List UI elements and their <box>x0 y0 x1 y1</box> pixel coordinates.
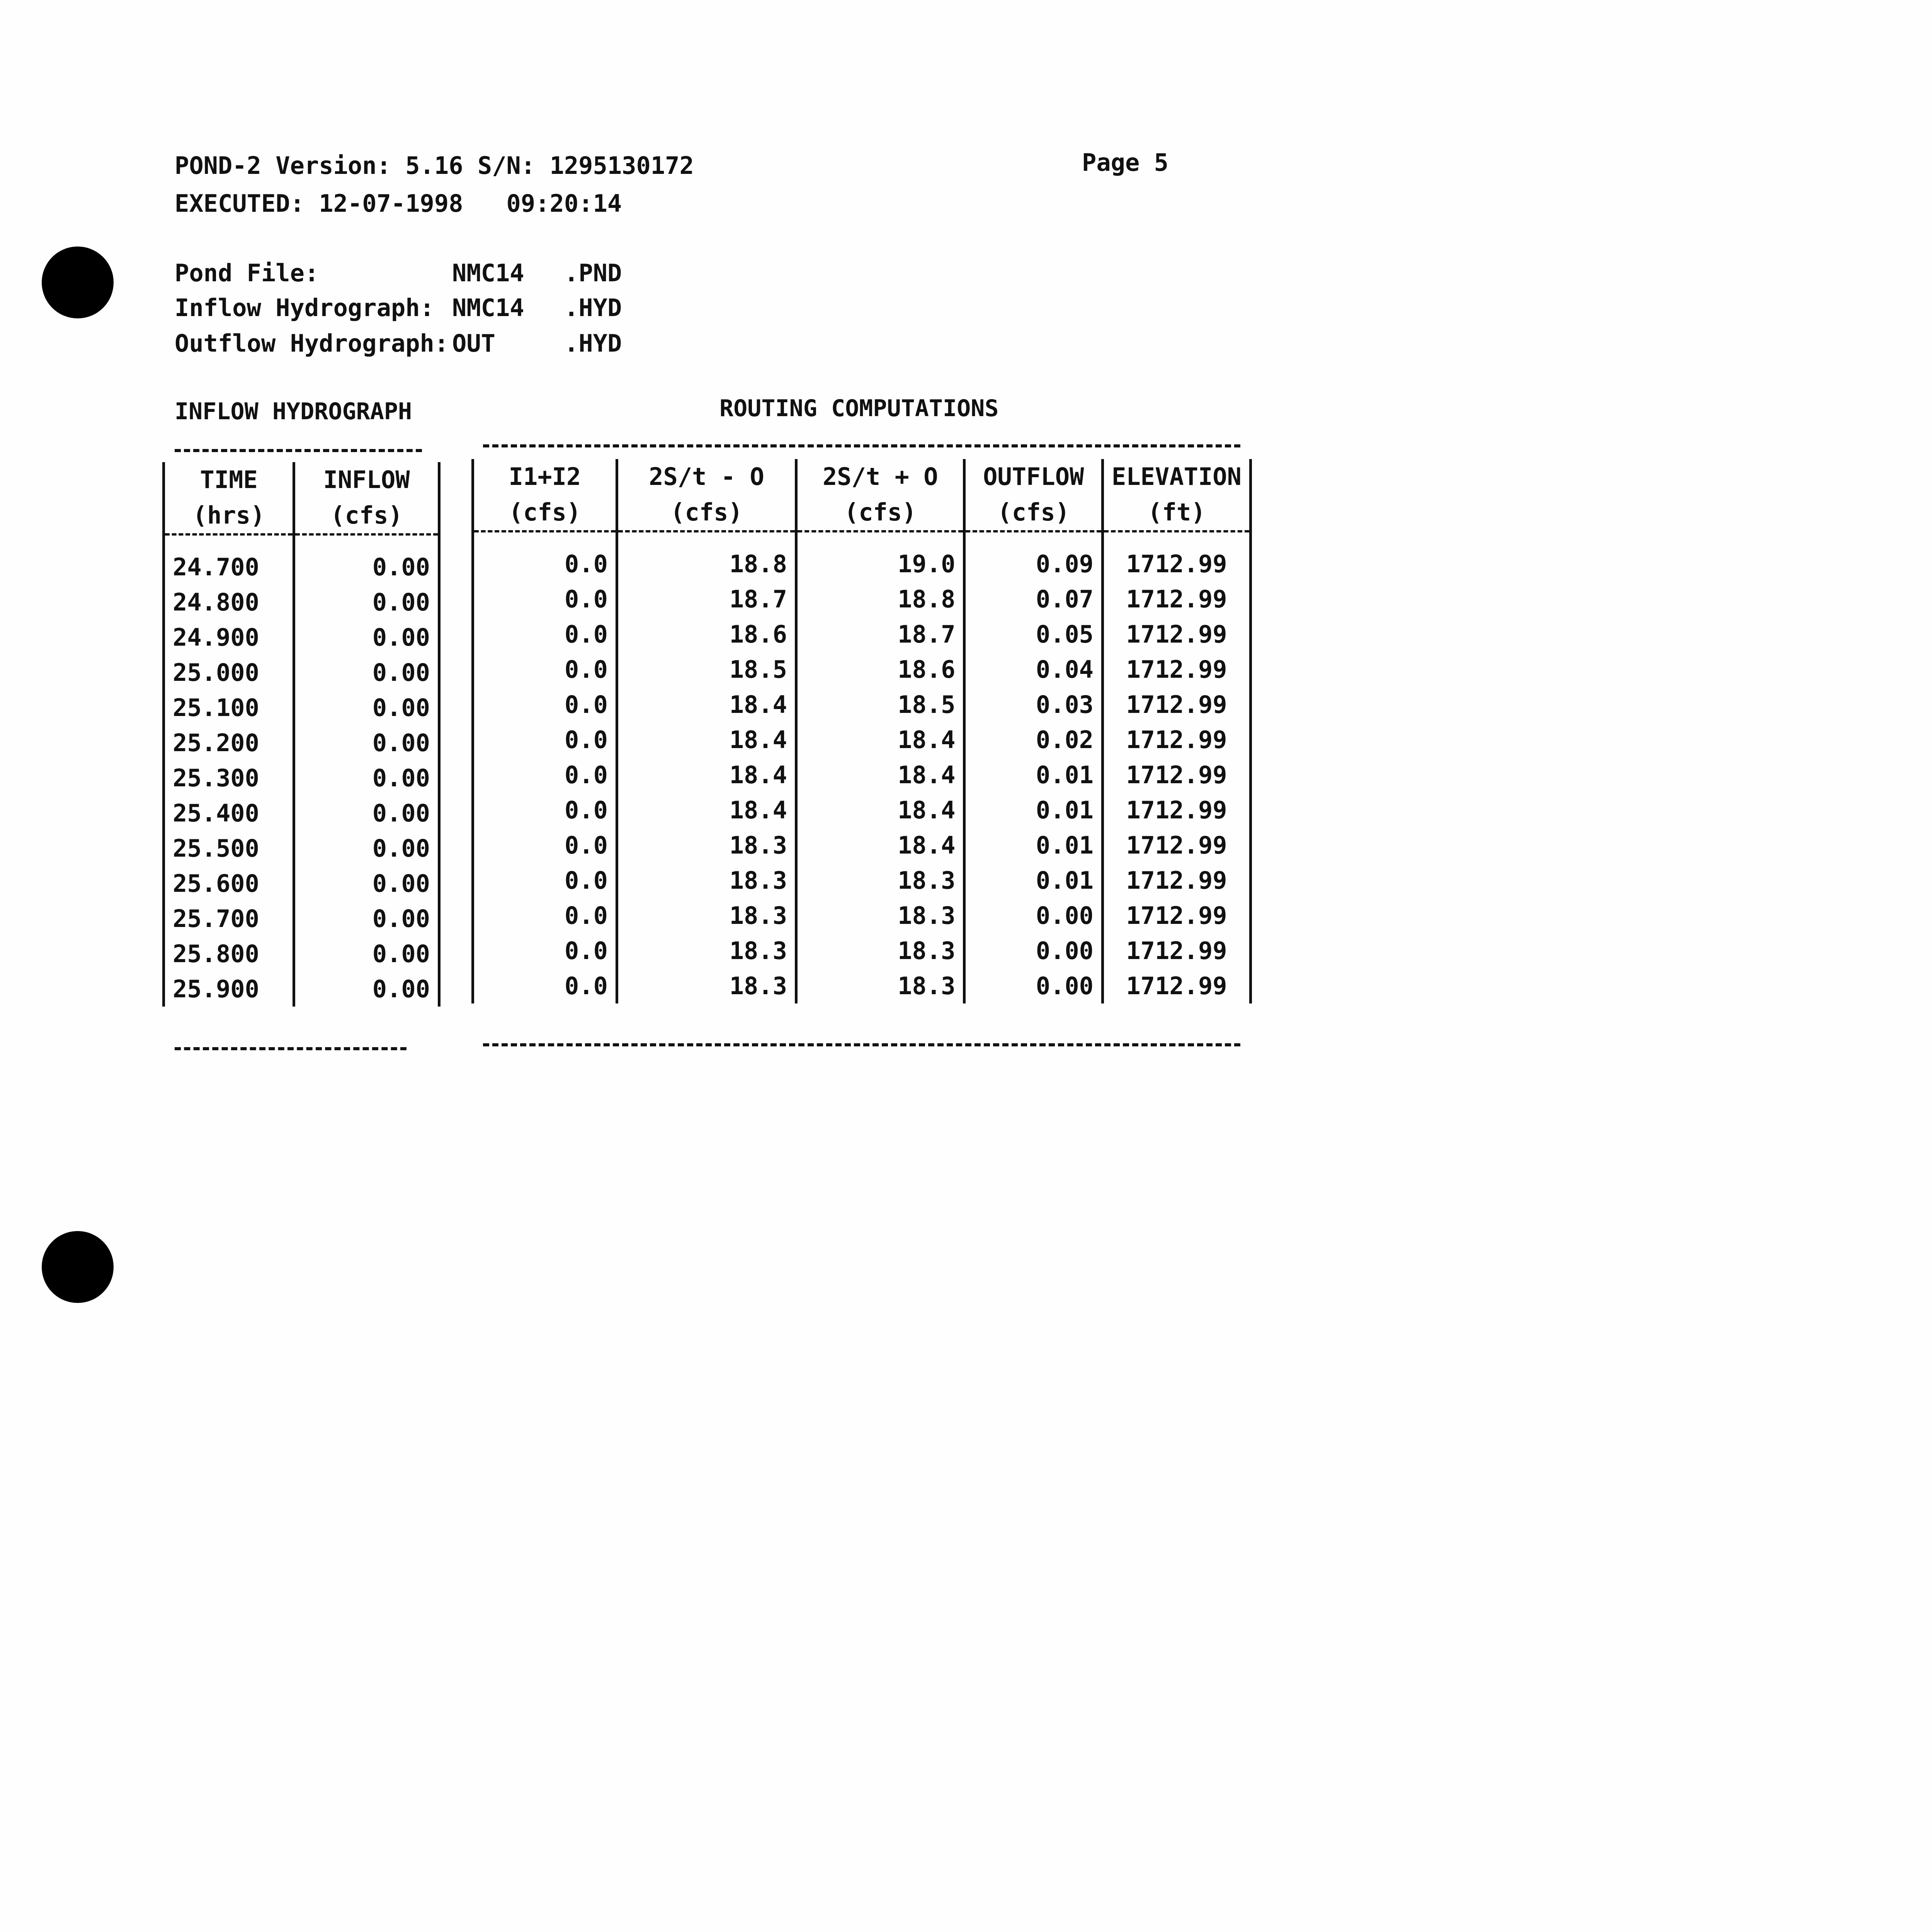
table-row <box>164 901 439 936</box>
table-row <box>164 796 439 831</box>
i1i2-cell: 0.0 <box>473 828 617 863</box>
2st-minus-o-cell: 18.3 <box>617 968 796 1003</box>
elevation-cell: 1712.99 <box>1103 933 1251 968</box>
i1i2-cell: 0.0 <box>473 793 617 828</box>
inflow-cell: 0.00 <box>294 866 439 901</box>
inflow-header-inflow: INFLOW <box>294 462 439 498</box>
time-cell: 25.100 <box>164 690 294 725</box>
outflow-cell: 0.01 <box>964 863 1103 898</box>
2st-plus-o-cell: 18.6 <box>796 652 964 687</box>
inflow-cell: 0.00 <box>294 760 439 796</box>
routing-unit-i1i2: (cfs) <box>473 495 617 531</box>
2st-plus-o-cell: 19.0 <box>796 546 964 582</box>
outflow-cell: 0.07 <box>964 582 1103 617</box>
2st-minus-o-cell: 18.3 <box>617 863 796 898</box>
pond-file-name: NMC14 <box>452 259 524 287</box>
i1i2-cell: 0.0 <box>473 757 617 793</box>
inflow-cell: 0.00 <box>294 831 439 866</box>
punch-hole-middle <box>42 1231 114 1303</box>
routing-header-separator <box>473 531 1251 546</box>
table-row <box>164 971 439 1007</box>
routing-header-outflow: OUTFLOW <box>964 459 1103 495</box>
i1i2-cell: 0.0 <box>473 687 617 722</box>
outflow-cell: 0.01 <box>964 793 1103 828</box>
inflow-cell: 0.00 <box>294 725 439 760</box>
i1i2-cell: 0.0 <box>473 582 617 617</box>
routing-unit-2st-minus-o: (cfs) <box>617 495 796 531</box>
inflow-cell: 0.00 <box>294 655 439 690</box>
2st-minus-o-cell: 18.3 <box>617 828 796 863</box>
2st-minus-o-cell: 18.4 <box>617 757 796 793</box>
time-cell: 25.900 <box>164 971 294 1007</box>
pond-file-ext: .PND <box>564 259 622 287</box>
i1i2-cell: 0.0 <box>473 968 617 1003</box>
table-row <box>473 933 1251 968</box>
outflow-cell: 0.01 <box>964 757 1103 793</box>
table-row <box>164 585 439 620</box>
2st-minus-o-cell: 18.7 <box>617 582 796 617</box>
elevation-cell: 1712.99 <box>1103 968 1251 1003</box>
time-cell: 25.300 <box>164 760 294 796</box>
outflow-cell: 0.03 <box>964 687 1103 722</box>
table-row <box>473 757 1251 793</box>
elevation-cell: 1712.99 <box>1103 828 1251 863</box>
2st-plus-o-cell: 18.7 <box>796 617 964 652</box>
elevation-cell: 1712.99 <box>1103 898 1251 933</box>
inflow-cell: 0.00 <box>294 585 439 620</box>
inflow-cell: 0.00 <box>294 936 439 971</box>
punch-hole-top <box>42 247 114 318</box>
routing-top-rule <box>483 444 1240 447</box>
2st-plus-o-cell: 18.5 <box>796 687 964 722</box>
inflow-table <box>162 462 440 1007</box>
2st-plus-o-cell: 18.3 <box>796 863 964 898</box>
time-cell: 25.600 <box>164 866 294 901</box>
inflow-hydrograph-ext: .HYD <box>564 294 622 322</box>
time-cell: 25.400 <box>164 796 294 831</box>
inflow-top-rule <box>175 449 422 452</box>
inflow-hydrograph-title: INFLOW HYDROGRAPH <box>175 398 412 425</box>
2st-minus-o-cell: 18.4 <box>617 687 796 722</box>
time-cell: 25.200 <box>164 725 294 760</box>
i1i2-cell: 0.0 <box>473 898 617 933</box>
i1i2-cell: 0.0 <box>473 722 617 757</box>
table-row <box>473 968 1251 1003</box>
outflow-cell: 0.00 <box>964 933 1103 968</box>
table-row <box>164 936 439 971</box>
version-line: POND-2 Version: 5.16 S/N: 1295130172 <box>175 151 694 180</box>
routing-unit-outflow: (cfs) <box>964 495 1103 531</box>
2st-plus-o-cell: 18.4 <box>796 722 964 757</box>
outflow-hydrograph-name: OUT <box>452 329 495 357</box>
2st-plus-o-cell: 18.4 <box>796 828 964 863</box>
routing-table <box>471 459 1252 1003</box>
inflow-header-time: TIME <box>164 462 294 498</box>
inflow-cell: 0.00 <box>294 620 439 655</box>
table-row <box>473 722 1251 757</box>
routing-header-2st-plus-o: 2S/t + O <box>796 459 964 495</box>
elevation-cell: 1712.99 <box>1103 582 1251 617</box>
elevation-cell: 1712.99 <box>1103 722 1251 757</box>
outflow-cell: 0.04 <box>964 652 1103 687</box>
routing-header-i1i2: I1+I2 <box>473 459 617 495</box>
table-row <box>164 690 439 725</box>
2st-plus-o-cell: 18.4 <box>796 793 964 828</box>
routing-header-2st-minus-o: 2S/t - O <box>617 459 796 495</box>
routing-header-elevation: ELEVATION <box>1103 459 1251 495</box>
routing-unit-elevation: (ft) <box>1103 495 1251 531</box>
table-row <box>473 617 1251 652</box>
2st-plus-o-cell: 18.3 <box>796 898 964 933</box>
table-row <box>473 863 1251 898</box>
elevation-cell: 1712.99 <box>1103 863 1251 898</box>
time-cell: 24.800 <box>164 585 294 620</box>
time-cell: 25.500 <box>164 831 294 866</box>
table-row <box>164 655 439 690</box>
outflow-cell: 0.00 <box>964 898 1103 933</box>
pond-file-label: Pond File: <box>175 259 319 287</box>
outflow-hydrograph-ext: .HYD <box>564 329 622 357</box>
routing-unit-2st-plus-o: (cfs) <box>796 495 964 531</box>
table-row <box>473 898 1251 933</box>
table-row <box>164 760 439 796</box>
time-cell: 24.700 <box>164 549 294 585</box>
table-row <box>164 620 439 655</box>
2st-minus-o-cell: 18.4 <box>617 722 796 757</box>
routing-bottom-rule <box>483 1043 1240 1046</box>
i1i2-cell: 0.0 <box>473 652 617 687</box>
elevation-cell: 1712.99 <box>1103 546 1251 582</box>
2st-minus-o-cell: 18.8 <box>617 546 796 582</box>
time-cell: 24.900 <box>164 620 294 655</box>
routing-table-body <box>473 546 1251 1003</box>
table-row <box>164 725 439 760</box>
2st-minus-o-cell: 18.3 <box>617 898 796 933</box>
outflow-cell: 0.01 <box>964 828 1103 863</box>
table-row <box>473 687 1251 722</box>
elevation-cell: 1712.99 <box>1103 793 1251 828</box>
table-row <box>473 652 1251 687</box>
2st-plus-o-cell: 18.3 <box>796 968 964 1003</box>
table-row <box>164 866 439 901</box>
i1i2-cell: 0.0 <box>473 933 617 968</box>
page-label: Page 5 <box>1082 148 1168 177</box>
time-cell: 25.000 <box>164 655 294 690</box>
i1i2-cell: 0.0 <box>473 546 617 582</box>
elevation-cell: 1712.99 <box>1103 617 1251 652</box>
inflow-header-separator <box>164 534 439 549</box>
2st-plus-o-cell: 18.4 <box>796 757 964 793</box>
elevation-cell: 1712.99 <box>1103 687 1251 722</box>
inflow-cell: 0.00 <box>294 796 439 831</box>
2st-minus-o-cell: 18.6 <box>617 617 796 652</box>
inflow-cell: 0.00 <box>294 690 439 725</box>
outflow-cell: 0.00 <box>964 968 1103 1003</box>
inflow-cell: 0.00 <box>294 901 439 936</box>
routing-computations-title: ROUTING COMPUTATIONS <box>719 395 999 422</box>
table-row <box>473 546 1251 582</box>
table-row <box>473 582 1251 617</box>
elevation-cell: 1712.99 <box>1103 757 1251 793</box>
elevation-cell: 1712.99 <box>1103 652 1251 687</box>
outflow-cell: 0.02 <box>964 722 1103 757</box>
inflow-unit-time: (hrs) <box>164 498 294 534</box>
table-row <box>164 549 439 585</box>
inflow-hydrograph-name: NMC14 <box>452 294 524 322</box>
inflow-cell: 0.00 <box>294 971 439 1007</box>
2st-plus-o-cell: 18.8 <box>796 582 964 617</box>
inflow-bottom-rule <box>175 1047 406 1050</box>
table-row <box>473 793 1251 828</box>
table-row <box>473 828 1251 863</box>
2st-minus-o-cell: 18.3 <box>617 933 796 968</box>
outflow-cell: 0.05 <box>964 617 1103 652</box>
i1i2-cell: 0.0 <box>473 863 617 898</box>
time-cell: 25.700 <box>164 901 294 936</box>
inflow-hydrograph-label: Inflow Hydrograph: <box>175 294 434 322</box>
outflow-cell: 0.09 <box>964 546 1103 582</box>
inflow-table-body <box>164 549 439 1007</box>
outflow-hydrograph-label: Outflow Hydrograph: <box>175 329 449 357</box>
time-cell: 25.800 <box>164 936 294 971</box>
inflow-unit-inflow: (cfs) <box>294 498 439 534</box>
inflow-cell: 0.00 <box>294 549 439 585</box>
2st-minus-o-cell: 18.4 <box>617 793 796 828</box>
2st-minus-o-cell: 18.5 <box>617 652 796 687</box>
executed-line: EXECUTED: 12-07-1998 09:20:14 <box>175 189 622 218</box>
table-row <box>164 831 439 866</box>
2st-plus-o-cell: 18.3 <box>796 933 964 968</box>
i1i2-cell: 0.0 <box>473 617 617 652</box>
